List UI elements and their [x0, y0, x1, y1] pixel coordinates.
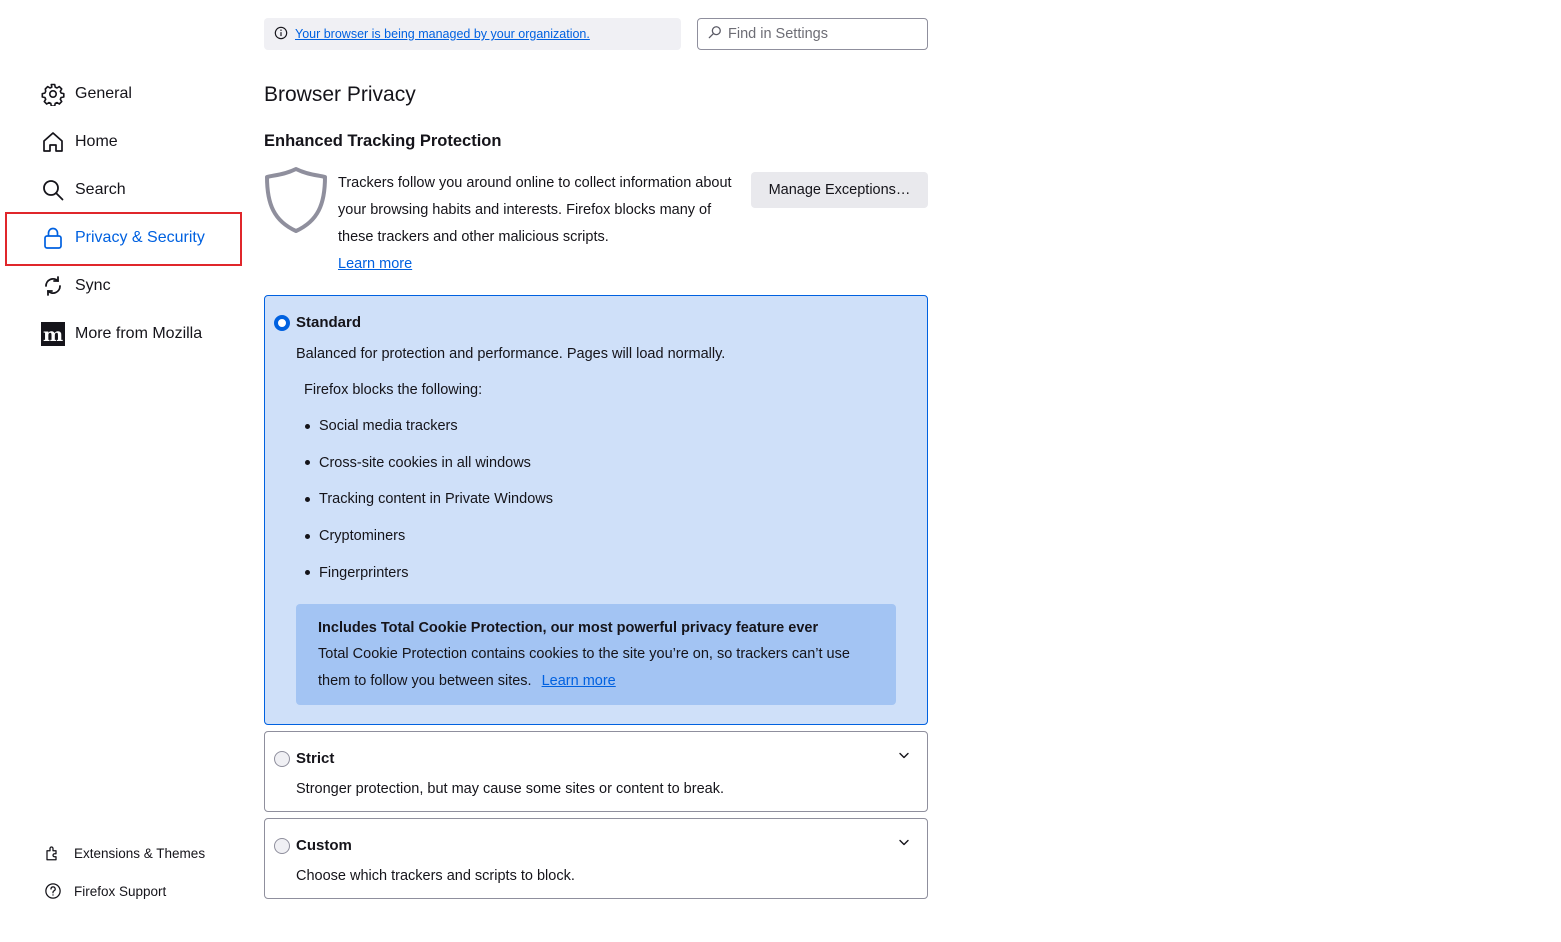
etp-description-text: Trackers follow you around online to collect information about your browsing habits and interests. Firefox blocks many of these trackers and other malicious scripts.	[338, 175, 732, 245]
managed-notice	[264, 18, 681, 50]
strict-title: Strict	[296, 750, 335, 767]
standard-radio[interactable]	[274, 315, 290, 331]
lock-icon	[40, 225, 66, 251]
tcp-text	[318, 641, 874, 695]
option-strict[interactable]	[264, 731, 928, 812]
mozilla-icon	[40, 321, 66, 347]
sidebar	[0, 0, 250, 942]
search-icon	[40, 177, 66, 203]
find-in-settings[interactable]	[697, 18, 928, 50]
sidebar-item-label: Search	[75, 181, 126, 198]
sidebar-item-more-from-mozilla[interactable]	[40, 317, 202, 351]
search-icon	[708, 25, 722, 44]
section-title: Enhanced Tracking Protection	[264, 132, 502, 150]
footer-extensions-themes[interactable]	[42, 841, 205, 865]
blocks-list	[305, 408, 553, 591]
sidebar-item-label: Privacy & Security	[75, 229, 205, 246]
sidebar-item-sync[interactable]	[40, 269, 111, 303]
option-standard[interactable]	[264, 295, 928, 725]
footer-item-label: Firefox Support	[74, 883, 167, 899]
strict-radio[interactable]	[274, 751, 290, 767]
option-custom[interactable]	[264, 818, 928, 899]
standard-title: Standard	[296, 314, 362, 331]
learn-more-link[interactable]: Learn more	[338, 256, 413, 272]
sidebar-item-label: Home	[75, 133, 118, 150]
info-icon	[274, 26, 288, 43]
chevron-down-icon[interactable]	[897, 748, 911, 762]
sync-icon	[40, 273, 66, 299]
blocks-header: Firefox blocks the following:	[304, 382, 483, 398]
footer-item-label: Extensions & Themes	[74, 845, 206, 861]
sidebar-item-label: Sync	[75, 277, 111, 294]
list-item: Tracking content in Private Windows	[305, 481, 553, 518]
managed-notice-link[interactable]: Your browser is being managed by your organization.	[295, 27, 590, 41]
sidebar-item-privacy-security[interactable]	[40, 221, 205, 255]
search-input[interactable]	[728, 26, 918, 42]
sidebar-item-label: More from Mozilla	[75, 325, 203, 342]
custom-title: Custom	[296, 837, 352, 854]
custom-description: Choose which trackers and scripts to block.	[296, 868, 575, 884]
help-icon	[42, 880, 64, 902]
custom-radio[interactable]	[274, 838, 290, 854]
svg-text:m: m	[42, 324, 64, 346]
tcp-text-body: Total Cookie Protection contains cookies to the site you’re on, so trackers can’t use them to follow you between sites.	[318, 646, 850, 689]
sidebar-item-search[interactable]	[40, 173, 126, 207]
tcp-learn-more-link[interactable]: Learn more	[541, 673, 616, 689]
list-item: Social media trackers	[305, 408, 553, 445]
strict-description: Stronger protection, but may cause some sites or content to break.	[296, 781, 724, 797]
sidebar-item-home[interactable]	[40, 125, 118, 159]
page-title: Browser Privacy	[264, 83, 416, 106]
etp-description	[338, 170, 733, 278]
standard-description: Balanced for protection and performance. Pages will load normally.	[296, 346, 726, 362]
chevron-down-icon[interactable]	[897, 835, 911, 849]
manage-exceptions-button[interactable]: Manage Exceptions…	[751, 172, 928, 208]
total-cookie-protection-box	[296, 604, 896, 705]
gear-icon	[40, 81, 66, 107]
sidebar-item-general[interactable]	[40, 77, 132, 111]
puzzle-icon	[42, 842, 64, 864]
home-icon	[40, 129, 66, 155]
shield-icon	[264, 166, 328, 234]
list-item: Fingerprinters	[305, 554, 553, 591]
tcp-title: Includes Total Cookie Protection, our most powerful privacy feature ever	[318, 620, 819, 636]
list-item: Cryptominers	[305, 518, 553, 555]
sidebar-item-label: General	[75, 85, 132, 102]
footer-firefox-support[interactable]	[42, 879, 166, 903]
list-item: Cross-site cookies in all windows	[305, 445, 553, 482]
